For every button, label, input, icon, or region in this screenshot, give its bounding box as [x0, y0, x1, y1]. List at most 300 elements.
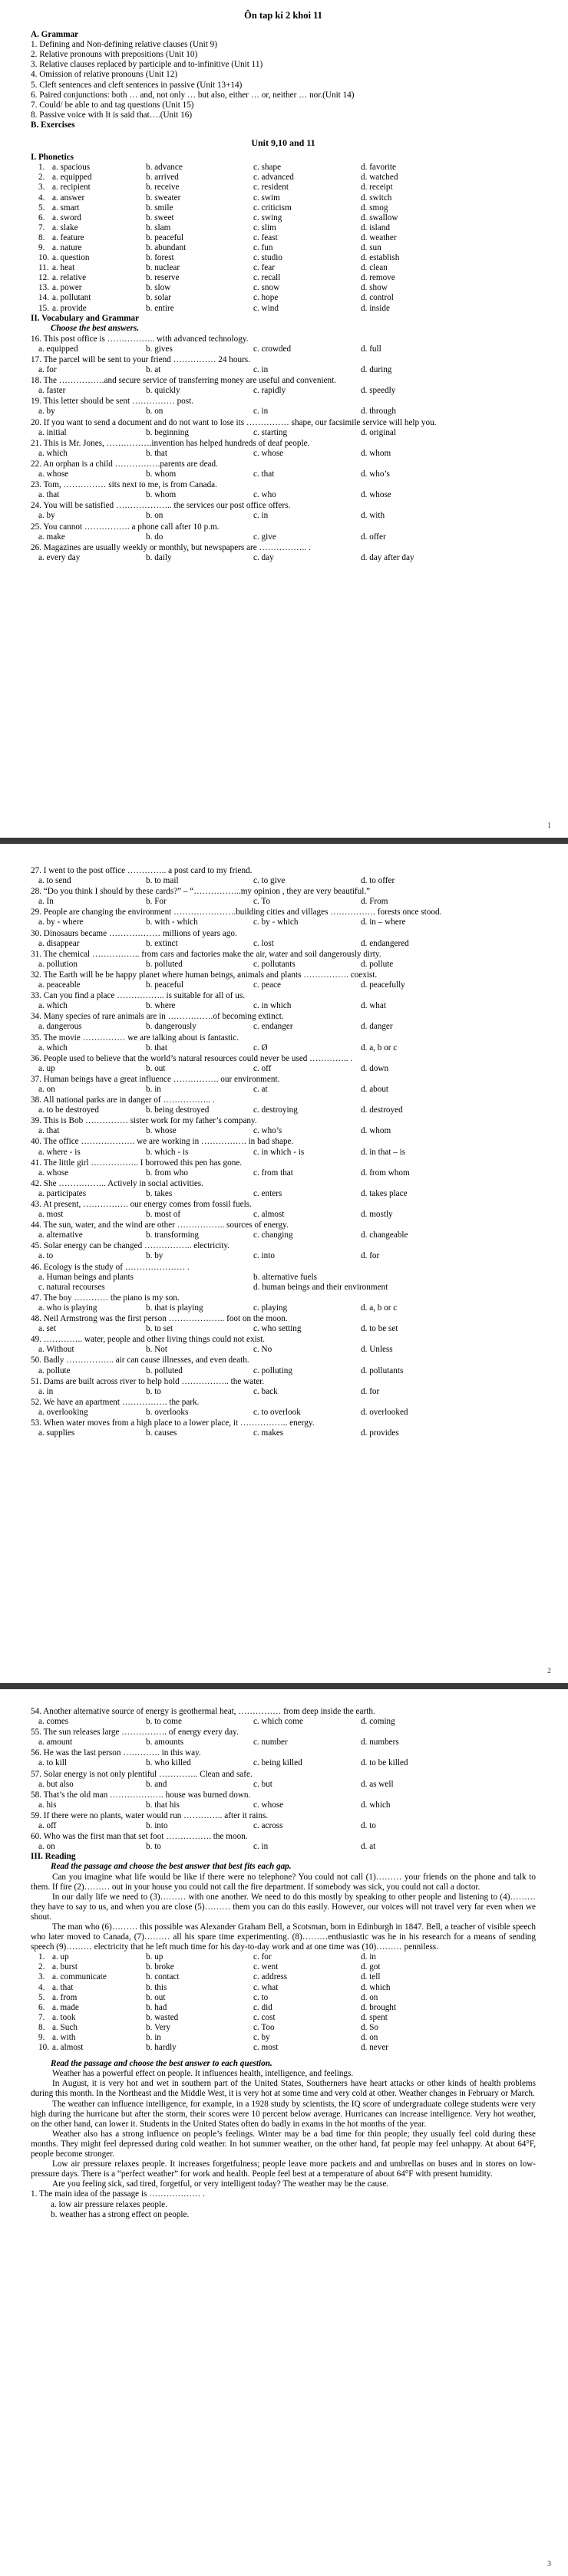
gap-option[interactable]: b. up	[146, 1952, 163, 1962]
answer-option[interactable]: a. that	[38, 1126, 60, 1136]
gap-option[interactable]: d. tell	[361, 1972, 381, 1982]
answer-option[interactable]: b. daily	[146, 552, 172, 562]
answer-option[interactable]: a. his	[38, 1800, 57, 1810]
answer-option[interactable]: a. but also	[38, 1779, 74, 1789]
answer-options	[31, 1210, 536, 1220]
answer-option[interactable]: c. in	[253, 407, 269, 417]
phonetic-option[interactable]: a. power	[52, 283, 82, 293]
answer-option[interactable]: c. makes	[253, 1428, 284, 1438]
gap-option[interactable]: b. had	[146, 2002, 167, 2012]
answer-option[interactable]: c. in	[253, 1842, 269, 1852]
answer-option[interactable]: c. give	[253, 532, 276, 542]
answer-option[interactable]: b. causes	[146, 1428, 177, 1438]
answer-options	[31, 428, 536, 438]
phonetic-option[interactable]: b. solar	[146, 293, 171, 303]
gap-option[interactable]: c. what	[253, 1982, 279, 1992]
answer-option[interactable]: c. by - which	[253, 917, 299, 927]
answer-option[interactable]: a. by	[38, 407, 55, 417]
answer-option[interactable]: b. alternative fuels	[253, 1272, 317, 1282]
answer-option[interactable]: b. takes	[146, 1188, 173, 1198]
answer-option[interactable]: a. on	[38, 1084, 55, 1094]
answer-option[interactable]: c. being killed	[253, 1758, 302, 1768]
answer-option[interactable]: b. beginning	[146, 427, 189, 437]
answer-option[interactable]: a. who is playing	[38, 1303, 97, 1313]
answer-option[interactable]: d. a, b or c	[361, 1303, 398, 1313]
answer-option[interactable]: d. original	[361, 427, 396, 437]
answer-option[interactable]: a. by	[38, 511, 55, 521]
answer-option[interactable]: b. out	[146, 1063, 166, 1073]
phonetic-option[interactable]: d. establish	[361, 253, 400, 263]
phonetic-option[interactable]: b. sweet	[146, 212, 174, 222]
gap-option[interactable]: c. to	[253, 1992, 269, 2002]
question-stem: 21. This is Mr. Jones, …………….invention has helped hundreds of deaf people.	[31, 438, 310, 448]
answer-option[interactable]: b. on	[146, 407, 163, 417]
phonetic-option[interactable]: c. hope	[253, 293, 279, 303]
answer-option[interactable]: c. from that	[253, 1168, 293, 1178]
phonetic-option[interactable]: b. smile	[146, 203, 173, 212]
answer-option[interactable]: c. into	[253, 1251, 275, 1261]
answer-option[interactable]: c. destroying	[253, 1105, 298, 1115]
phonetic-option[interactable]: c. swim	[253, 193, 280, 203]
answer-option[interactable]: b. being destroyed	[146, 1105, 210, 1115]
answer-option[interactable]: c. off	[253, 1063, 272, 1073]
answer-option[interactable]: b. that his	[146, 1800, 180, 1810]
answer-option[interactable]: d. down	[361, 1063, 389, 1073]
answer-option[interactable]: a. that	[38, 490, 60, 500]
answer-option[interactable]: c. who’s	[253, 1126, 282, 1136]
phonetic-option[interactable]: d. swallow	[361, 212, 398, 222]
gap-option[interactable]: a. communicate	[52, 1972, 107, 1982]
question-stem: 34. Many species of rare animals are in …………….of becoming extinct.	[31, 1012, 284, 1022]
phonetic-option[interactable]: a. feature	[52, 232, 84, 242]
answer-option[interactable]: d. at	[361, 1842, 376, 1852]
answer-option[interactable]: b. to mail	[146, 876, 179, 886]
gap-option[interactable]: c. for	[253, 1952, 272, 1962]
gap-option[interactable]: a. Such	[52, 2022, 78, 2032]
answer-option[interactable]: a. set	[38, 1324, 56, 1334]
phonetic-option[interactable]: b. slow	[146, 283, 171, 293]
gap-option[interactable]: c. cost	[253, 2012, 276, 2022]
answer-option[interactable]: b. at	[146, 365, 161, 375]
answer-option[interactable]: a. peaceable	[38, 980, 81, 990]
answer-option[interactable]: d. for	[361, 1386, 380, 1396]
question-stem: 43. At present, ……………. our energy comes from fossil fuels.	[31, 1200, 252, 1209]
phonetic-option[interactable]: c. studio	[253, 253, 282, 263]
phonetics-row	[38, 243, 536, 253]
phonetic-option[interactable]: b. advance	[146, 163, 183, 173]
answer-option[interactable]: d. mostly	[361, 1210, 393, 1220]
answer-option[interactable]: d. whom	[361, 1126, 391, 1136]
phonetic-option[interactable]: d. sun	[361, 242, 381, 252]
gap-option[interactable]: c. Too	[253, 2022, 275, 2032]
answer-option[interactable]: b. polluted	[146, 1365, 183, 1375]
gap-option[interactable]: a. up	[52, 1952, 69, 1962]
phonetic-option[interactable]: c. slim	[253, 222, 276, 232]
answer-option[interactable]: d. to	[361, 1821, 376, 1831]
phonetic-option[interactable]: c. criticism	[253, 203, 292, 212]
answer-option[interactable]: b. to	[146, 1386, 161, 1396]
answer-option[interactable]: c. polluting	[253, 1365, 292, 1375]
answer-option[interactable]: b. that	[146, 448, 167, 458]
phonetic-option[interactable]: a. nature	[52, 242, 82, 252]
phonetic-option[interactable]: a. relative	[52, 273, 87, 283]
phonetic-option[interactable]: a. answer	[52, 193, 85, 203]
answer-option[interactable]: d. overlooked	[361, 1407, 408, 1417]
answer-option[interactable]: d. in that – is	[361, 1147, 406, 1157]
answer-option[interactable]: c. peace	[253, 980, 282, 990]
gap-option[interactable]: d. never	[361, 2043, 389, 2053]
question-stem: 44. The sun, water, and the wind are other …………….. sources of energy.	[31, 1220, 289, 1230]
answer-option[interactable]: b. most of	[146, 1210, 181, 1220]
answer-option[interactable]: b. extinct	[146, 938, 178, 948]
answer-option[interactable]: c. number	[253, 1738, 288, 1748]
answer-option[interactable]: d. day after day	[361, 552, 414, 562]
gap-option[interactable]: b. hardly	[146, 2043, 177, 2053]
answer-option[interactable]: d. coming	[361, 1717, 395, 1727]
phonetic-option[interactable]: b. nuclear	[146, 263, 180, 273]
gap-option[interactable]: d. on	[361, 1992, 378, 2002]
answer-option[interactable]: c. starting	[253, 427, 288, 437]
answer-option[interactable]: b. to	[146, 1842, 161, 1852]
answer-option[interactable]: c. To	[253, 897, 271, 907]
gap-option[interactable]: b. Very	[146, 2022, 171, 2032]
answer-option[interactable]: b. whom	[146, 469, 177, 479]
answer-option[interactable]: d. Unless	[361, 1345, 393, 1355]
answer-option[interactable]: b. For	[146, 897, 167, 907]
answer-option[interactable]: b. overlooks	[146, 1407, 189, 1417]
gap-option[interactable]: a. from	[52, 1992, 78, 2002]
answer-option[interactable]: d. from whom	[361, 1168, 410, 1178]
answer-option[interactable]: c. back	[253, 1386, 278, 1396]
phonetic-option[interactable]: d. island	[361, 222, 390, 232]
answer-option[interactable]: a. In	[38, 897, 54, 907]
answer-option[interactable]: a. every day	[38, 552, 81, 562]
answer-option[interactable]: d. pollute	[361, 959, 394, 969]
gap-option[interactable]: d. spent	[361, 2012, 388, 2022]
answer-option[interactable]: b. to come	[146, 1717, 182, 1727]
phonetic-option[interactable]: a. sword	[52, 212, 81, 222]
answer-option[interactable]: d. in – where	[361, 917, 406, 927]
answer-option[interactable]: c. day	[253, 552, 274, 562]
answer-option[interactable]: a. equipped	[38, 344, 78, 354]
phonetic-option[interactable]: d. favorite	[361, 163, 396, 173]
answer-option[interactable]: b. by	[146, 1251, 163, 1261]
answer-option[interactable]: b. whom	[146, 490, 177, 500]
page-title: Ôn tap ki 2 khoi 11	[244, 10, 322, 21]
answer-option[interactable]: c. at	[253, 1084, 268, 1094]
answer-option[interactable]: d. numbers	[361, 1738, 399, 1748]
answer-options	[31, 490, 536, 500]
phonetic-option[interactable]: d. show	[361, 283, 388, 293]
phonetic-option[interactable]: a. pollutant	[52, 293, 91, 303]
answer-option[interactable]: b. dangerously	[146, 1022, 196, 1032]
phonetic-option[interactable]: d. watched	[361, 173, 398, 183]
answer-option[interactable]: c. whose	[253, 448, 284, 458]
answer-options	[31, 1189, 536, 1199]
answer-option[interactable]: d. pollutants	[361, 1365, 404, 1375]
answer-option[interactable]: c. whose	[253, 1800, 284, 1810]
phonetic-option[interactable]: d. inside	[361, 303, 390, 313]
answer-option[interactable]: d. destroyed	[361, 1105, 403, 1115]
answer-option[interactable]: c. rapidly	[253, 386, 286, 396]
phonetic-option[interactable]: c. fun	[253, 242, 273, 252]
answer-option[interactable]: c. in which	[253, 1001, 292, 1011]
question-stem: 30. Dinosaurs became ……………… millions of years ago.	[31, 928, 237, 938]
gap-option[interactable]: b. wasted	[146, 2012, 179, 2022]
answer-option[interactable]: a. whose	[38, 469, 69, 479]
phonetic-option[interactable]: a. provide	[52, 303, 87, 313]
answer-option[interactable]: d. offer	[361, 532, 386, 542]
phonetic-option[interactable]: b. arrived	[146, 173, 179, 183]
answer-option[interactable]: d. speedly	[361, 386, 396, 396]
answer-option[interactable]: c. who	[253, 490, 276, 500]
answer-option[interactable]: a. make	[38, 532, 65, 542]
answer-option[interactable]: a. whose	[38, 1168, 69, 1178]
question-stem: 49. ………….. water, people and other living things could not exist.	[31, 1335, 265, 1345]
answer-option[interactable]: b. Not	[146, 1345, 167, 1355]
answer-option[interactable]: d. whose	[361, 490, 391, 500]
answer-option[interactable]: d. peacefully	[361, 980, 405, 990]
answer-option[interactable]: d. to offer	[361, 876, 395, 886]
answer-option[interactable]: c. natural recourses	[38, 1282, 105, 1292]
gap-option[interactable]: a. with	[52, 2033, 76, 2042]
answer-option[interactable]: b. who killed	[146, 1758, 191, 1768]
answer-option[interactable]: c. pollutants	[253, 959, 296, 969]
question-stem: 32. The Earth will be be happy planet where human beings, animals and plants ……………. coexist.	[31, 970, 378, 980]
gap-option[interactable]: c. went	[253, 1962, 279, 1972]
phonetic-option[interactable]: a. smart	[52, 203, 80, 212]
answer-option[interactable]: b. do	[146, 532, 163, 542]
answer-option[interactable]: b. peaceful	[146, 980, 184, 990]
answer-option[interactable]: d. danger	[361, 1022, 393, 1032]
answer-option[interactable]: a. to kill	[38, 1758, 67, 1768]
answer-options	[31, 897, 536, 907]
gap-option[interactable]: c. did	[253, 2002, 272, 2012]
gap-option[interactable]: b. out	[146, 1992, 166, 2002]
gap-option[interactable]: c. most	[253, 2043, 279, 2053]
answer-option[interactable]: a. to be destroyed	[38, 1105, 99, 1115]
answer-option[interactable]: b. polluted	[146, 959, 183, 969]
phonetic-option[interactable]: b. reserve	[146, 273, 180, 283]
gap-option[interactable]: d. in	[361, 1952, 376, 1962]
phonetics-row	[38, 304, 536, 314]
answer-option[interactable]: a. participates	[38, 1188, 87, 1198]
phonetic-option[interactable]: c. wind	[253, 303, 279, 313]
phonetic-option[interactable]: d. control	[361, 293, 394, 303]
phonetic-option[interactable]: d. switch	[361, 193, 392, 203]
answer-option[interactable]: a. faster	[38, 386, 66, 396]
answer-option[interactable]: a. to send	[38, 876, 71, 886]
answer-option[interactable]: b. whose	[146, 1126, 177, 1136]
answer-option[interactable]: d. what	[361, 1001, 386, 1011]
phonetic-option[interactable]: b. sweater	[146, 193, 181, 203]
answer-option[interactable]: c. who setting	[253, 1324, 302, 1334]
phonetic-option[interactable]: b. receive	[146, 183, 180, 193]
item-number: 5.	[38, 1992, 45, 2002]
answer-option[interactable]: b. with - which	[146, 917, 198, 927]
answer-option[interactable]: c. almost	[253, 1210, 285, 1220]
answer-option[interactable]: b. to set	[146, 1324, 173, 1334]
answer-option[interactable]: d. during	[361, 365, 392, 375]
gap-option[interactable]: b. this	[146, 1982, 167, 1992]
phonetic-option[interactable]: c. recall	[253, 273, 281, 283]
answer-option[interactable]: b. where	[146, 1001, 176, 1011]
answer-option[interactable]: d. who’s	[361, 469, 390, 479]
answer-option[interactable]: d. through	[361, 407, 396, 417]
answer-option[interactable]: b. into	[146, 1821, 168, 1831]
answer-option[interactable]: d. to be killed	[361, 1758, 408, 1768]
answer-option[interactable]: b. amounts	[146, 1738, 184, 1748]
answer-option[interactable]: d. with	[361, 511, 385, 521]
answer-option[interactable]: a. disappear	[38, 938, 80, 948]
answer-option[interactable]: d. for	[361, 1251, 380, 1261]
answer-option[interactable]: b. in	[146, 1084, 161, 1094]
gap-option[interactable]: d. brought	[361, 2002, 396, 2012]
answer-option[interactable]: c. No	[253, 1345, 272, 1355]
answer-option[interactable]: d. as well	[361, 1779, 394, 1789]
gap-option[interactable]: b. in	[146, 2033, 161, 2042]
answer-option[interactable]: b. transforming	[146, 1230, 199, 1240]
answer-option[interactable]: b. which - is	[146, 1147, 189, 1157]
answer-option[interactable]: a. initial	[38, 427, 67, 437]
phonetic-option[interactable]: a. spacious	[52, 163, 91, 173]
answer-option[interactable]: c. that	[253, 469, 275, 479]
answer-option[interactable]: a. comes	[38, 1717, 69, 1727]
phonetic-option[interactable]: d. weather	[361, 232, 397, 242]
grammar-item: 5. Cleft sentences and cleft sentences in passive (Unit 13+14)	[31, 80, 243, 90]
gap-option[interactable]: c. by	[253, 2033, 270, 2042]
gap-option[interactable]: a. made	[52, 2002, 79, 2012]
answer-option[interactable]: a. by - where	[38, 917, 84, 927]
answer-option[interactable]: a. which	[38, 1001, 68, 1011]
answer-option[interactable]: a. dangerous	[38, 1022, 82, 1032]
answer-option[interactable]: c. playing	[253, 1303, 288, 1313]
phonetic-option[interactable]: d. receipt	[361, 183, 393, 193]
answer-option[interactable]: d. From	[361, 897, 388, 907]
gap-option[interactable]: d. which	[361, 1982, 391, 1992]
answer-option[interactable]: a. which	[38, 448, 68, 458]
answer-option[interactable]: d. which	[361, 1800, 391, 1810]
phonetic-option[interactable]: b. slam	[146, 222, 171, 232]
answer-option[interactable]: d. to be set	[361, 1324, 398, 1334]
gap-option[interactable]: d. So	[361, 2022, 379, 2032]
phonetic-option[interactable]: a. equipped	[52, 173, 92, 183]
answer-option[interactable]: a. alternative	[38, 1230, 83, 1240]
answer-option[interactable]: a. to	[38, 1251, 54, 1261]
gap-option[interactable]: a. took	[52, 2012, 76, 2022]
answer-option[interactable]: a. pollute	[38, 1365, 71, 1375]
answer-option[interactable]: a. where - is	[38, 1147, 81, 1157]
answer-option[interactable]: d. changeable	[361, 1230, 408, 1240]
answer-option[interactable]: d. whom	[361, 448, 391, 458]
answer-option[interactable]: d. endangered	[361, 938, 409, 948]
question-stem: 24. You will be satisfied ……………….. the services our post office offers.	[31, 501, 291, 511]
answer-option[interactable]: c. endanger	[253, 1022, 293, 1032]
answer-option[interactable]: a. Human beings and plants	[38, 1272, 134, 1282]
phonetic-option[interactable]: c. fear	[253, 263, 275, 273]
answer-option[interactable]: a. supplies	[38, 1428, 75, 1438]
answer-option[interactable]: a. Without	[38, 1345, 74, 1355]
question-stem: 57. Solar energy is not only plentiful ………….. Clean and safe.	[31, 1769, 253, 1779]
gap-option[interactable]: d. got	[361, 1962, 381, 1972]
answer-option[interactable]: a. pollution	[38, 959, 78, 969]
phonetic-option[interactable]: d. clean	[361, 263, 388, 273]
answer-option[interactable]: c. in	[253, 511, 269, 521]
gap-option[interactable]: b. broke	[146, 1962, 174, 1972]
answer-option[interactable]: d. about	[361, 1084, 389, 1094]
answer-option[interactable]: d. takes place	[361, 1188, 408, 1198]
answer-option[interactable]: a. which	[38, 1043, 68, 1052]
phonetic-option[interactable]: c. snow	[253, 283, 280, 293]
answer-option[interactable]: d. provides	[361, 1428, 399, 1438]
answer-option[interactable]: c. which come	[253, 1717, 303, 1727]
answer-option[interactable]: b. that is playing	[146, 1303, 203, 1313]
answer-option[interactable]: b. from who	[146, 1168, 188, 1178]
answer-option[interactable]: d. full	[361, 344, 381, 354]
phonetic-option[interactable]: c. feast	[253, 232, 278, 242]
answer-option[interactable]: c. lost	[253, 938, 274, 948]
answer-option[interactable]: a. off	[38, 1821, 57, 1831]
answer-option[interactable]: b. on	[146, 511, 163, 521]
phonetic-option[interactable]: a. recipient	[52, 183, 91, 193]
answer-option[interactable]: c. to give	[253, 876, 286, 886]
phonetic-option[interactable]: c. advanced	[253, 173, 294, 183]
answer-option[interactable]: c. Ø	[253, 1043, 268, 1052]
phonetic-option[interactable]: d. remove	[361, 273, 395, 283]
answer-option[interactable]: c. changing	[253, 1230, 293, 1240]
phonetic-option[interactable]: c. swing	[253, 212, 282, 222]
answer-option[interactable]: b. and	[146, 1779, 167, 1789]
answer-option[interactable]: c. enters	[253, 1188, 282, 1198]
answer-option[interactable]: c. in which - is	[253, 1147, 305, 1157]
phonetic-option[interactable]: d. smog	[361, 203, 388, 212]
answer-option[interactable]: c. in	[253, 365, 269, 375]
phonetic-option[interactable]: b. peaceful	[146, 232, 184, 242]
answer-option[interactable]: a. amount	[38, 1738, 73, 1748]
gap-option[interactable]: a. burst	[52, 1962, 78, 1972]
gap-option[interactable]: d. on	[361, 2033, 378, 2042]
gap-option[interactable]: c. address	[253, 1972, 288, 1982]
gap-option[interactable]: b. contact	[146, 1972, 180, 1982]
phonetic-option[interactable]: c. resident	[253, 183, 289, 193]
phonetic-option[interactable]: a. question	[52, 253, 90, 263]
answer-option[interactable]: c. crowded	[253, 344, 292, 354]
gap-option[interactable]: a. almost	[52, 2043, 84, 2053]
answer-option[interactable]: d. human beings and their environment	[253, 1282, 388, 1292]
phonetic-option[interactable]: b. forest	[146, 253, 174, 263]
answer-option[interactable]: c. to overlook	[253, 1407, 301, 1417]
answer-option[interactable]: b. gives	[146, 344, 173, 354]
answer-option[interactable]: b. quickly	[146, 386, 180, 396]
phonetic-option[interactable]: c. shape	[253, 163, 282, 173]
phonetic-option[interactable]: b. abundant	[146, 242, 187, 252]
answer-option[interactable]: a. for	[38, 365, 57, 375]
answer-option[interactable]: a. in	[38, 1386, 54, 1396]
phonetic-option[interactable]: a. heat	[52, 263, 75, 273]
answer-option[interactable]: a. most	[38, 1210, 64, 1220]
answer-options	[31, 344, 536, 354]
gap-option[interactable]: a. that	[52, 1982, 74, 1992]
phonetic-option[interactable]: b. entire	[146, 303, 174, 313]
answer-option[interactable]: c. but	[253, 1779, 272, 1789]
answer-option[interactable]: b. that	[146, 1043, 167, 1052]
answer-option[interactable]: a. on	[38, 1842, 55, 1852]
answer-option[interactable]: a. overlooking	[38, 1407, 88, 1417]
answer-option[interactable]: d. a, b or c	[361, 1043, 398, 1052]
answer-option[interactable]: c. across	[253, 1821, 283, 1831]
answer-option[interactable]: a. up	[38, 1063, 55, 1073]
phonetic-option[interactable]: a. slake	[52, 222, 78, 232]
